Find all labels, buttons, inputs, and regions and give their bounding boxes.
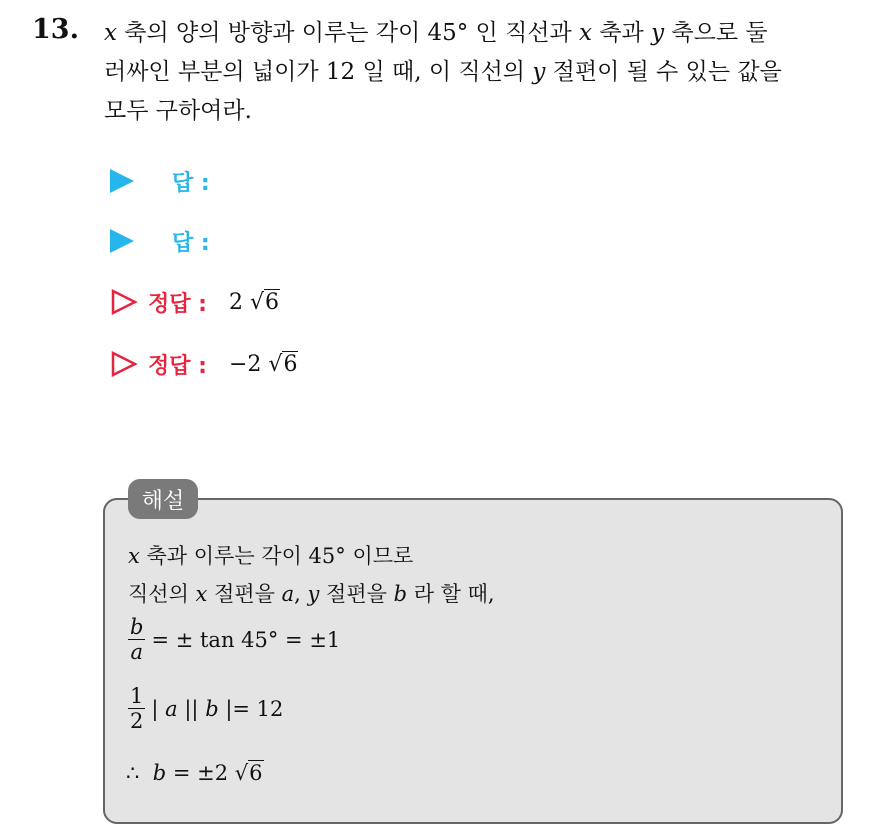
fraction-numerator: 1	[130, 684, 144, 708]
correct-answer-value: −2 √6	[228, 352, 298, 377]
fraction-denominator: a	[130, 640, 143, 664]
problem-text-line-1: x 축의 양의 방향과 이루는 각이 45° 인 직선과 x 축과 y 축으로 둘	[104, 20, 768, 46]
solution-line-2: 직선의 x 절편을 a, y 절편을 b 라 할 때,	[128, 582, 495, 606]
correct-answer-label: 정답 :	[148, 291, 207, 317]
play-outline-icon	[110, 351, 138, 377]
correct-answer-1	[110, 287, 280, 317]
answer-blank-1	[110, 166, 210, 196]
correct-answer-label: 정답 :	[148, 353, 207, 379]
problem-text-line-2: 러싸인 부분의 넓이가 12 일 때, 이 직선의 y 절편이 될 수 있는 값을	[104, 59, 782, 85]
fraction-denominator: 2	[130, 709, 144, 733]
solution-tab: 해설	[128, 479, 198, 519]
play-outline-icon	[110, 289, 138, 315]
correct-answer-2	[110, 349, 298, 379]
answer-label: 답 :	[172, 170, 210, 196]
answer-blank-2	[110, 226, 210, 256]
solution-fraction-2: $\frac{1}{2}$ | a || b |= 12	[130, 684, 284, 733]
fraction-numerator: b	[130, 615, 144, 639]
answer-label: 답 :	[172, 230, 210, 256]
play-icon	[110, 169, 134, 193]
solution-fraction-1: $\frac{b}{a}$ = ± tan 45° = ±1	[130, 615, 341, 664]
solution-conclusion: ∴ b = ±2 √6	[126, 761, 263, 785]
solution-line-1: x 축과 이루는 각이 45° 이므로	[128, 544, 414, 568]
problem-number: 13.	[32, 14, 79, 45]
problem-text-line-3: 모두 구하여라.	[104, 98, 252, 124]
correct-answer-value: 2 √6	[228, 290, 279, 315]
play-icon	[110, 229, 134, 253]
